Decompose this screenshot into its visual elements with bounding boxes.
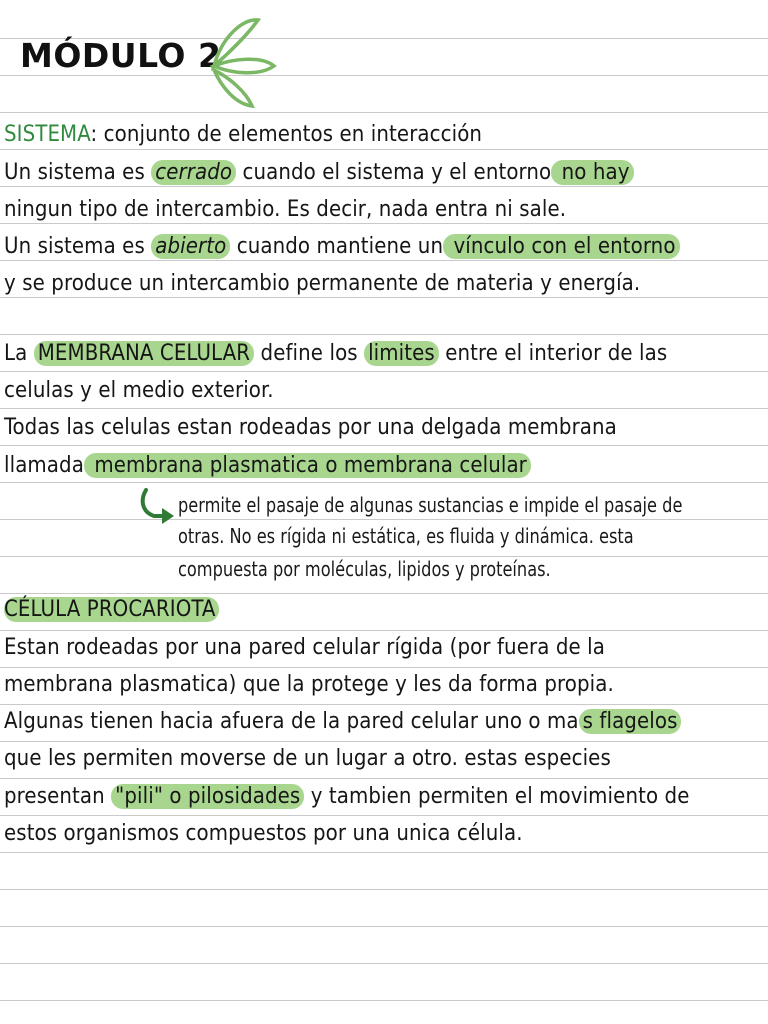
pili-highlight: "pili" o pilosidades [111, 784, 304, 809]
procariota-heading-line [4, 595, 219, 625]
membrana-l1-mid: define los [254, 341, 365, 366]
membrana-note-line-1: permite el pasaje de algunas sustancias e impide el pasaje de [178, 493, 683, 517]
page-title: MÓDULO 2 [20, 36, 222, 75]
cerrado-pre: Un sistema es [4, 160, 152, 185]
membrana-l1-post: entre el interior de las [438, 341, 668, 366]
abierto-pre: Un sistema es [4, 234, 152, 259]
cerrado-mid: cuando el sistema y el entorno [236, 160, 552, 185]
procariota-l5-post: y tambien permiten el movimiento de [304, 784, 690, 809]
sistema-definition: : conjunto de elementos en interacción [90, 122, 483, 147]
flagelos-highlight: s flagelos [579, 709, 682, 734]
procariota-l5-pre: presentan [4, 784, 112, 809]
leaf-doodle-icon [200, 12, 280, 112]
abierto-highlight: vínculo con el entorno [443, 234, 679, 259]
limites-highlight: limites [364, 341, 439, 366]
cerrado-highlight: no hay [551, 160, 633, 185]
abierto-line-1 [4, 232, 680, 262]
abierto-line-2: y se produce un intercambio permanente de materia y energía. [4, 271, 641, 296]
cerrado-line-2: ningun tipo de intercambio. Es decir, nada entra ni sale. [4, 197, 567, 222]
membrana-line-1 [4, 339, 667, 369]
abierto-term: abierto [151, 234, 230, 259]
procariota-line-6: estos organismos compuestos por una unica célula. [4, 821, 523, 846]
membrana-note-line-3: compuesta por moléculas, lipidos y proteínas. [178, 557, 551, 581]
cerrado-term: cerrado [151, 160, 236, 185]
membrana-note-line-2: otras. No es rígida ni estática, es fluida y dinámica. esta [178, 524, 634, 548]
membrana-l4-pre: llamada [4, 453, 84, 478]
procariota-line-3 [4, 707, 681, 737]
sistema-definition-line [4, 120, 482, 150]
abierto-mid: cuando mantiene un [230, 234, 444, 259]
procariota-heading: CÉLULA PROCARIOTA [4, 597, 219, 622]
procariota-line-1: Estan rodeadas por una pared celular rígida (por fuera de la [4, 635, 605, 660]
membrana-line-3: Todas las celulas estan rodeadas por una delgada membrana [4, 415, 617, 440]
procariota-line-2: membrana plasmatica) que la protege y les da forma propia. [4, 672, 614, 697]
membrana-line-4 [4, 451, 531, 481]
membrana-line-2: celulas y el medio exterior. [4, 378, 274, 403]
procariota-l3-pre: Algunas tienen hacia afuera de la pared celular uno o ma [4, 709, 579, 734]
sistema-heading: SISTEMA [4, 122, 91, 147]
cerrado-line-1 [4, 158, 634, 188]
procariota-line-5 [4, 782, 690, 812]
membrana-term: MEMBRANA CELULAR [34, 341, 254, 366]
procariota-line-4: que les permiten moverse de un lugar a otro. estas especies [4, 746, 611, 771]
membrana-plasmatica-highlight: membrana plasmatica o membrana celular [84, 453, 531, 478]
curved-arrow-icon [138, 486, 178, 532]
membrana-l1-pre: La [4, 341, 34, 366]
